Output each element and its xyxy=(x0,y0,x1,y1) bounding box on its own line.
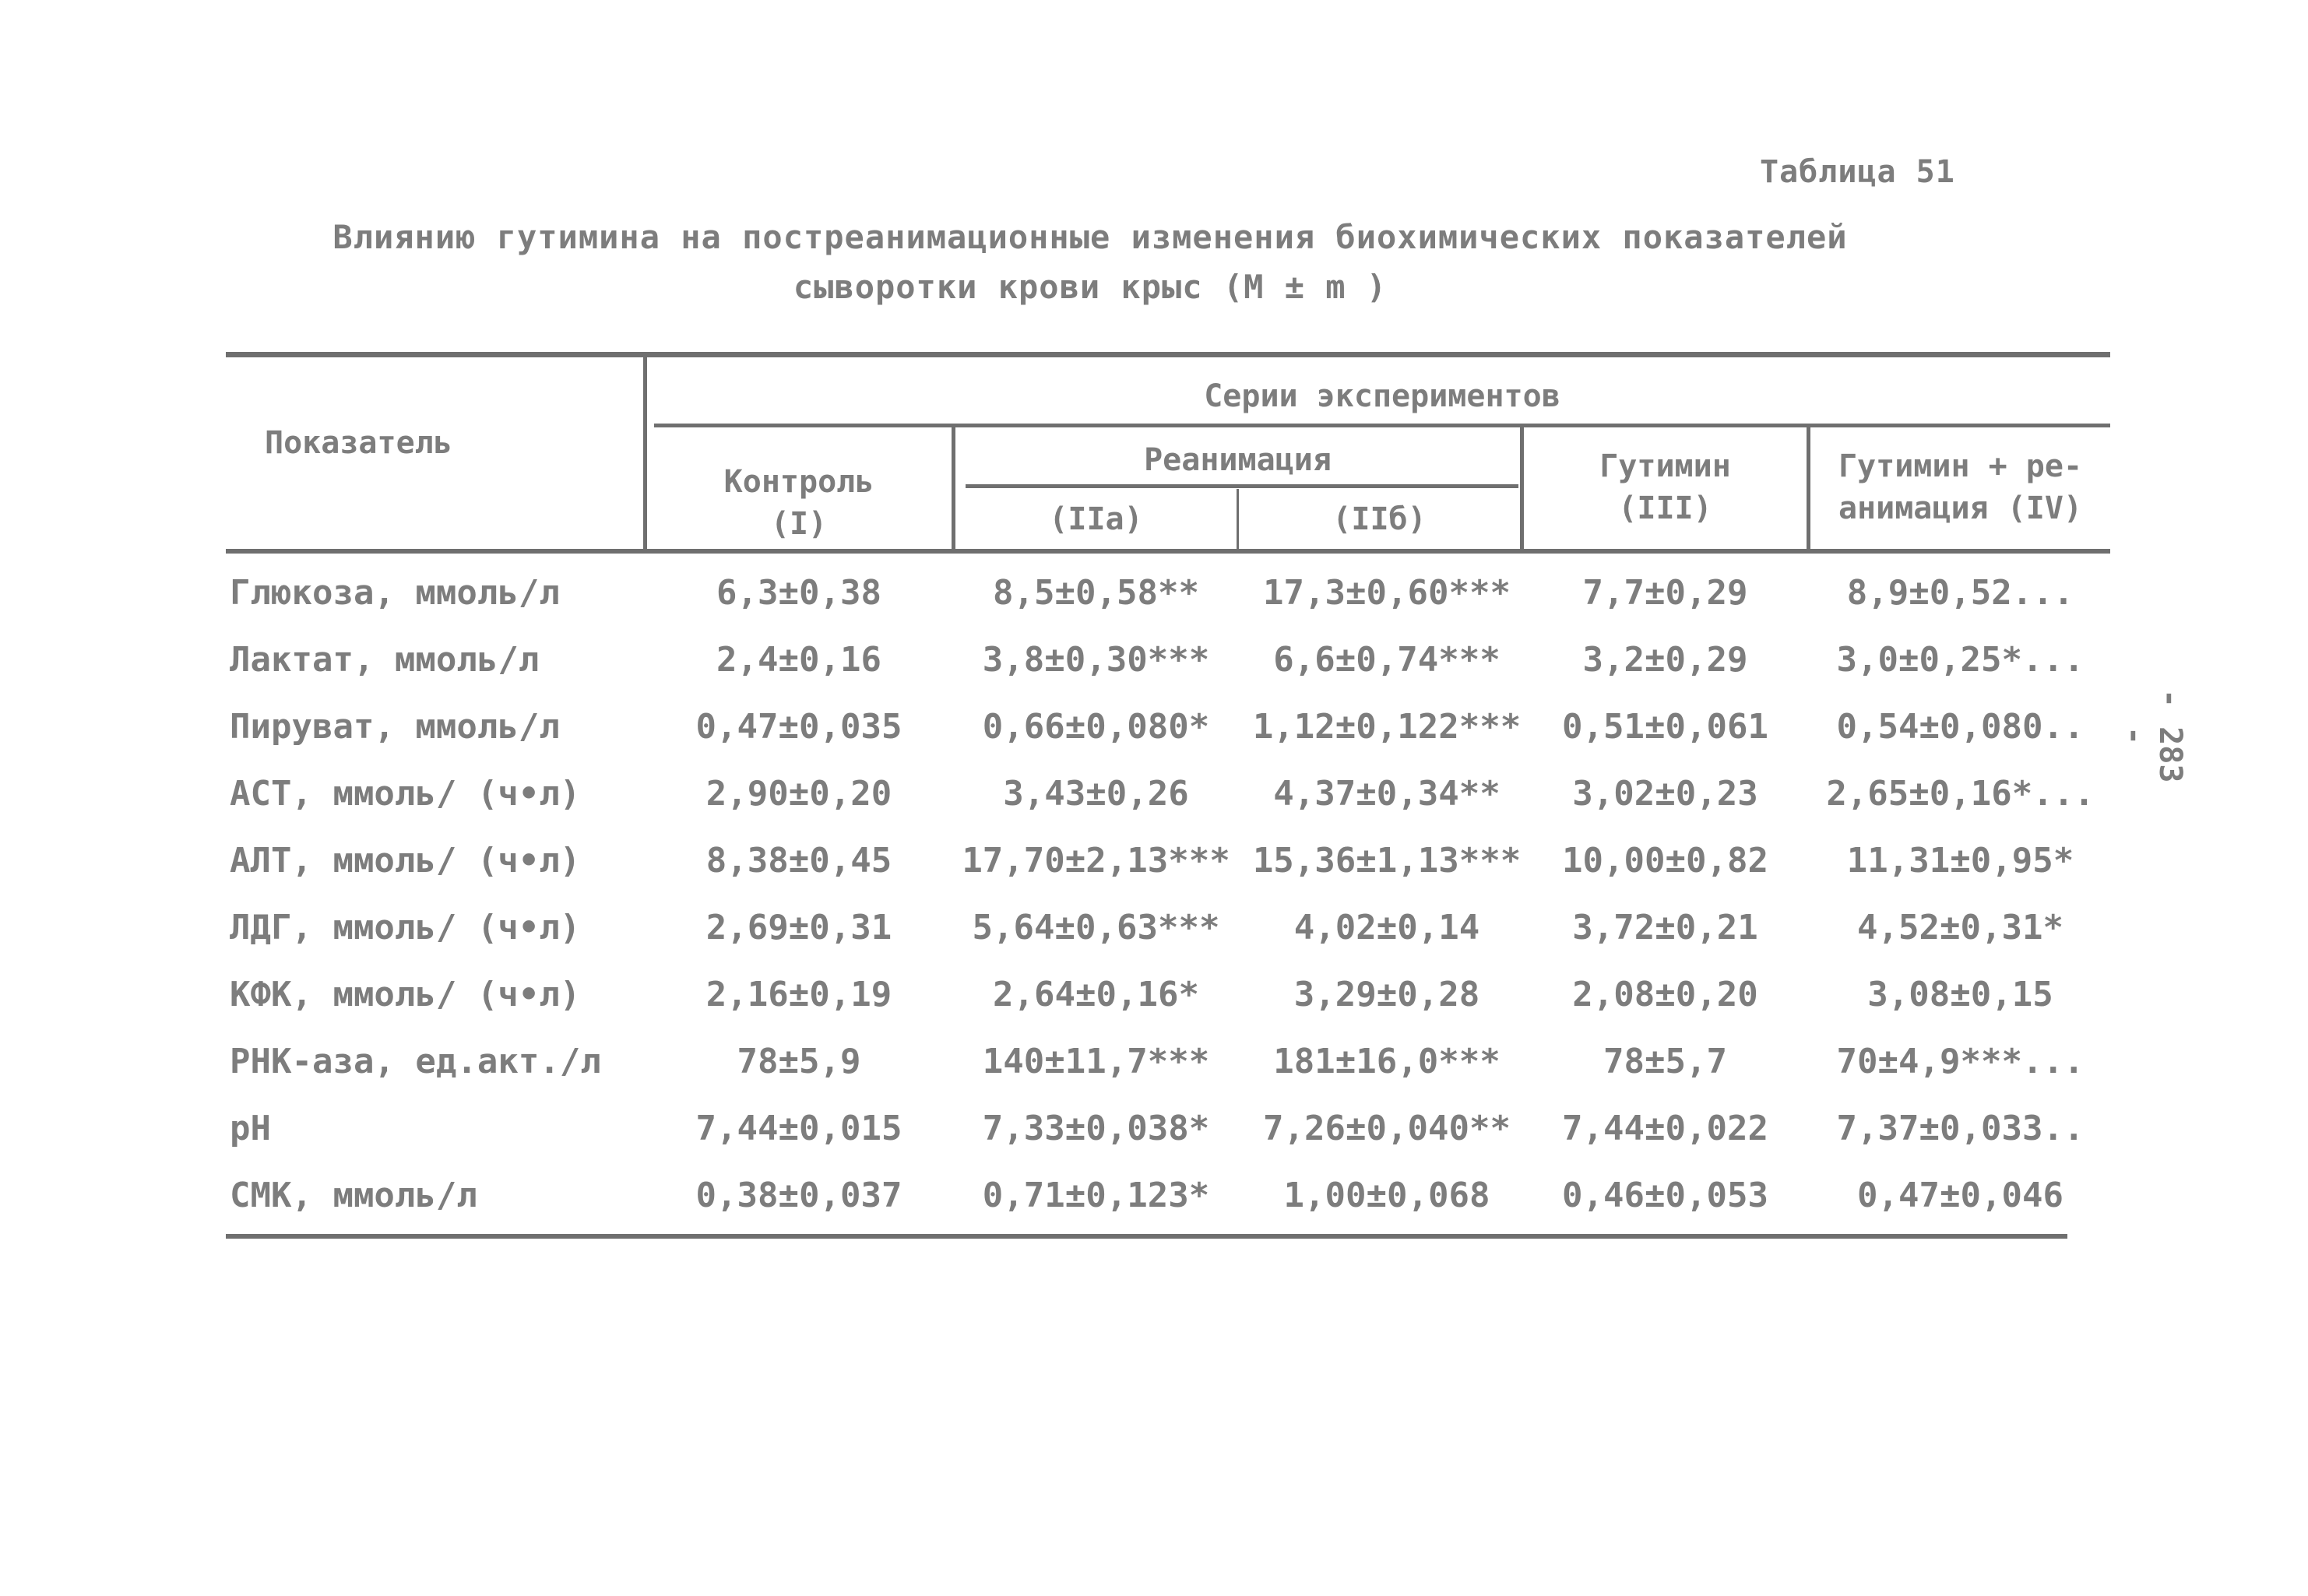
page-number: - 283 - xyxy=(2116,688,2188,783)
value-cell: 3,29±0,28 xyxy=(1293,975,1480,1014)
value-cell: 2,69±0,31 xyxy=(705,908,892,947)
header-gutimin-num: (III) xyxy=(1618,490,1712,526)
value-cell: 0,47±0,046 xyxy=(1857,1176,2063,1215)
value-cell: 0,38±0,037 xyxy=(695,1176,902,1215)
value-cell: 140±11,7*** xyxy=(982,1042,1210,1081)
value-cell: 15,36±1,13*** xyxy=(1252,841,1522,881)
value-cell: 1,12±0,122*** xyxy=(1252,707,1522,747)
value-cell: 3,8±0,30*** xyxy=(982,640,1210,680)
indicator-name-cell: СМК, ммоль/л xyxy=(230,1176,477,1215)
value-cell: 3,08±0,15 xyxy=(1867,975,2053,1014)
value-cell: 0,51±0,061 xyxy=(1562,707,1768,747)
value-cell: 1,00±0,068 xyxy=(1283,1176,1490,1215)
value-cell: 0,66±0,080* xyxy=(982,707,1210,747)
bottom-rule xyxy=(226,1234,2067,1239)
indicator-name-cell: Глюкоза, ммоль/л xyxy=(230,573,560,613)
indicator-name-cell: Лактат, ммоль/л xyxy=(230,640,540,680)
value-cell: 78±5,7 xyxy=(1603,1042,1727,1081)
value-cell: 8,9±0,52... xyxy=(1846,573,2074,613)
value-cell: 7,26±0,040** xyxy=(1263,1109,1511,1148)
indicator-name-cell: Пируват, ммоль/л xyxy=(230,707,560,747)
value-cell: 11,31±0,95* xyxy=(1846,841,2074,881)
value-cell: 7,37±0,033.. xyxy=(1836,1109,2085,1148)
header-gutimin-reanimation-2: анимация (IV) xyxy=(1838,490,2083,526)
value-cell: 10,00±0,82 xyxy=(1562,841,1768,881)
value-cell: 6,3±0,38 xyxy=(716,573,881,613)
value-cell: 0,54±0,080.. xyxy=(1836,707,2085,747)
value-cell: 3,02±0,23 xyxy=(1572,774,1758,814)
value-cell: 8,5±0,58** xyxy=(993,573,1199,613)
indicator-name-cell: АСТ, ммоль/ (ч•л) xyxy=(230,774,581,814)
reanimation-rule xyxy=(966,484,1518,488)
value-cell: 4,52±0,31* xyxy=(1857,908,2063,947)
table-label: Таблица 51 xyxy=(1760,154,1955,190)
header-control-num: (I) xyxy=(770,506,828,542)
header-gutimin-reanimation-1: Гутимин + ре- xyxy=(1838,448,2083,484)
indicator-name-cell: ЛДГ, ммоль/ (ч•л) xyxy=(230,908,581,947)
value-cell: 3,0±0,25*... xyxy=(1836,640,2085,680)
value-cell: 7,44±0,015 xyxy=(695,1109,902,1148)
header-reanimation: Реанимация xyxy=(1144,442,1332,478)
value-cell: 3,72±0,21 xyxy=(1572,908,1758,947)
header-indicator: Показатель xyxy=(265,425,452,461)
value-cell: 0,71±0,123* xyxy=(982,1176,1210,1215)
value-cell: 78±5,9 xyxy=(737,1042,861,1081)
value-cell: 2,4±0,16 xyxy=(716,640,881,680)
indicator-name-cell: КФК, ммоль/ (ч•л) xyxy=(230,975,581,1014)
indicator-name-cell: рН xyxy=(230,1109,271,1148)
value-cell: 5,64±0,63*** xyxy=(972,908,1220,947)
table-title-line1: Влиянию гутимина на постреанимационные изменения биохимических показателей xyxy=(332,218,1848,256)
value-cell: 4,02±0,14 xyxy=(1293,908,1480,947)
top-rule xyxy=(226,352,2110,357)
header-bottom-rule xyxy=(226,549,2110,554)
value-cell: 2,08±0,20 xyxy=(1572,975,1758,1014)
value-cell: 8,38±0,45 xyxy=(705,841,892,881)
value-cell: 70±4,9***... xyxy=(1836,1042,2085,1081)
header-gutimin: Гутимин xyxy=(1599,448,1731,484)
indicator-name-cell: АЛТ, ммоль/ (ч•л) xyxy=(230,841,581,881)
table-title-line2: сыворотки крови крыс (М ± m ) xyxy=(793,268,1388,306)
header-reanimation-a: (IIа) xyxy=(1049,501,1143,537)
value-cell: 2,65±0,16*... xyxy=(1826,774,2095,814)
value-cell: 4,37±0,34** xyxy=(1273,774,1501,814)
value-cell: 3,43±0,26 xyxy=(1003,774,1189,814)
value-cell: 6,6±0,74*** xyxy=(1273,640,1501,680)
value-cell: 0,47±0,035 xyxy=(695,707,902,747)
value-cell: 7,33±0,038* xyxy=(982,1109,1210,1148)
header-control: Контроль xyxy=(723,464,874,500)
value-cell: 7,44±0,022 xyxy=(1562,1109,1768,1148)
value-cell: 3,2±0,29 xyxy=(1582,640,1748,680)
header-series: Серии экспериментов xyxy=(1204,378,1560,414)
value-cell: 2,64±0,16* xyxy=(993,975,1199,1014)
value-cell: 17,3±0,60*** xyxy=(1263,573,1511,613)
value-cell: 17,70±2,13*** xyxy=(962,841,1230,881)
value-cell: 2,16±0,19 xyxy=(705,975,892,1014)
value-cell: 7,7±0,29 xyxy=(1582,573,1748,613)
value-cell: 2,90±0,20 xyxy=(705,774,892,814)
series-rule xyxy=(654,424,2110,427)
value-cell: 181±16,0*** xyxy=(1273,1042,1501,1081)
indicator-name-cell: РНК-аза, ед.акт./л xyxy=(230,1042,601,1081)
value-cell: 0,46±0,053 xyxy=(1562,1176,1768,1215)
header-reanimation-b: (IIб) xyxy=(1332,501,1427,537)
